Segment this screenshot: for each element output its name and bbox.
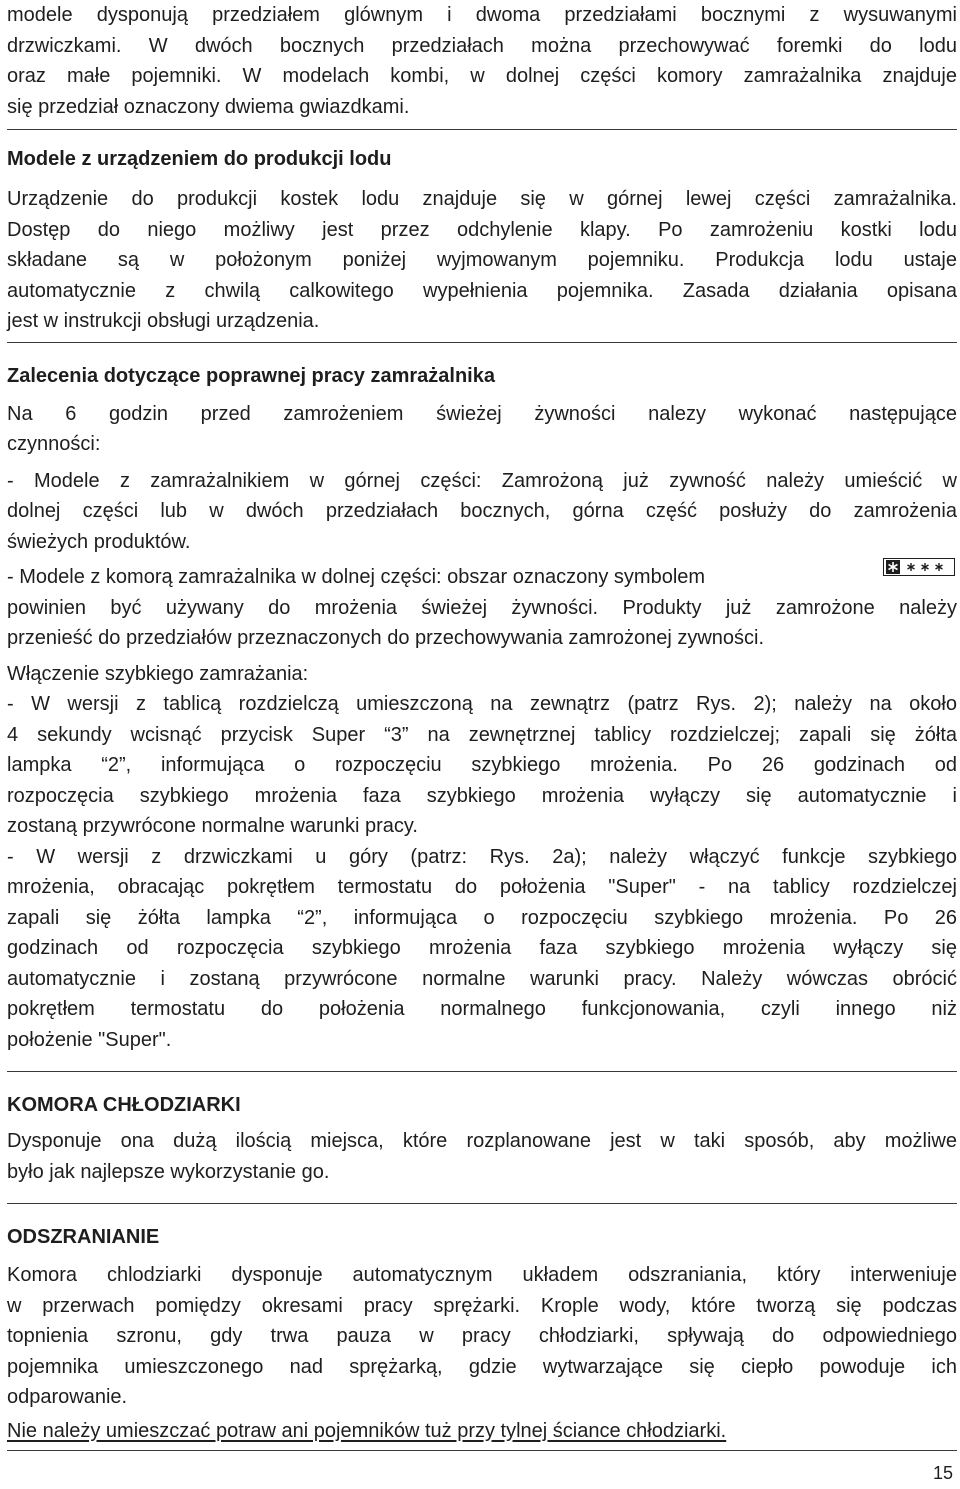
freezer-section bbox=[7, 343, 957, 1056]
text-line: - Modele z komorą zamrażalnika w dolnej części: obszar oznaczony symbolem bbox=[7, 566, 706, 588]
ice-maker-section bbox=[7, 130, 957, 337]
section-divider bbox=[7, 1450, 957, 1451]
text-line: świeżych produktów. bbox=[7, 530, 191, 553]
text-line: - Modele z zamrażalnikiem w górnej części: Zamrożoną już zywność należy umieścić w bbox=[7, 469, 957, 492]
text-line: czynności: bbox=[7, 433, 101, 455]
text-line: przenieść do przedziałów przeznaczonych do przechowywania zamrożonej zywności. bbox=[7, 627, 765, 649]
text-line: powinien być używany do mrożenia świeżej żywności. Produkty już zamrożone należy bbox=[7, 596, 957, 619]
document-page bbox=[7, 0, 957, 1451]
defrost-section bbox=[7, 1204, 957, 1446]
section-heading: KOMORA CHŁODZIARKI bbox=[7, 1094, 241, 1116]
text-line: pokrętłem termostatu do położenia normalnego funkcjonowania, czyli innego niż bbox=[7, 998, 957, 1020]
text-line: Dostęp do niego możliwy jest przez odchylenie klapy. Po zamrożeniu kostki lodu bbox=[7, 218, 957, 241]
text-line: zostaną przywrócone normalne warunki pracy. bbox=[7, 815, 418, 837]
text-line: Dysponuje ona dużą ilością miejsca, które rozplanowane jest w taki sposób, aby możliwe bbox=[7, 1130, 957, 1152]
text-line: jest w instrukcji obsługi urządzenia. bbox=[7, 310, 320, 332]
text-line: godzinach od rozpoczęcia szybkiego mrożenia faza szybkiego mrożenia wyłączy się bbox=[7, 937, 957, 959]
section-heading: Modele z urządzeniem do produkcji lodu bbox=[7, 148, 392, 170]
text-line: mrożenia, obracając pokrętłem termostatu do położenia "Super" - na tablicy rozdzielczej bbox=[7, 876, 957, 898]
text-line: topnienia szronu, gdy trwa pauza w pracy chłodziarki, spływają do odpowiedniego bbox=[7, 1325, 957, 1347]
text-line: - W wersji z drzwiczkami u góry (patrz: Rys. 2a); należy włączyć funkcje szybkiego bbox=[7, 845, 957, 868]
text-line: - W wersji z tablicą rozdzielczą umieszczoną na zewnątrz (patrz Rys. 2); należy na około bbox=[7, 693, 957, 715]
text-line: zapali się żółta lampka “2”, informująca o rozpoczęciu szybkiego mrożenia. Po 26 bbox=[7, 906, 957, 929]
text-line: Na 6 godzin przed zamrożeniem świeżej żywności nalezy wykonać następujące bbox=[7, 402, 957, 425]
text-line: w przerwach pomiędzy okresami pracy sprężarki. Krople wody, które tworzą się podczas bbox=[7, 1294, 957, 1317]
text-line: rozpoczęcia szybkiego mrożenia faza szybkiego mrożenia wyłączy się automatycznie i bbox=[7, 784, 957, 807]
text-line: automatycznie i zostaną przywrócone normalne warunki pracy. Należy wówczas obrócić bbox=[7, 967, 957, 990]
text-line: Urządzenie do produkcji kostek lodu znajduje się w górnej lewej części zamrażalnika. bbox=[7, 188, 957, 210]
text-line: drzwiczkami. W dwóch bocznych przedziałach można przechowywać foremki do lodu bbox=[7, 34, 957, 57]
text-line: lampka “2”, informująca o rozpoczęciu szybkiego mrożenia. Po 26 godzinach od bbox=[7, 754, 957, 776]
text-line: Włączenie szybkiego zamrażania: bbox=[7, 662, 309, 685]
four-star-freezer-icon bbox=[883, 558, 955, 576]
page-number: 15 bbox=[932, 1463, 953, 1483]
section-heading: Zalecenia dotyczące poprawnej pracy zamrażalnika bbox=[7, 364, 495, 387]
text-line: pojemnika umieszczonego nad sprężarką, gdzie wytwarzające się ciepło powoduje ich bbox=[7, 1355, 957, 1378]
text-line: Komora chlodziarki dysponuje automatycznym układem odszraniania, który interweniuje bbox=[7, 1264, 957, 1286]
text-line: składane są w położonym poniżej wyjmowanym pojemniku. Produkcja lodu ustaje bbox=[7, 249, 957, 271]
fridge-section bbox=[7, 1072, 957, 1187]
section-heading: ODSZRANIANIE bbox=[7, 1226, 160, 1248]
text-line: położenie "Super". bbox=[7, 1028, 172, 1051]
text-line: się przedział oznaczony dwiema gwiazdkami. bbox=[7, 95, 410, 118]
text-line: oraz małe pojemniki. W modelach kombi, w dolnej części komory zamrażalnika znajduje bbox=[7, 65, 957, 87]
warning-note: Nie należy umieszczać potraw ani pojemników tuż przy tylnej ściance chłodziarki. bbox=[7, 1419, 727, 1442]
text-line: 4 sekundy wcisnąć przycisk Super “3” na zewnętrznej tablicy rozdzielczej; zapali się żółta bbox=[7, 723, 957, 746]
intro-paragraph bbox=[7, 0, 957, 122]
text-line: odparowanie. bbox=[7, 1386, 128, 1408]
text-line: modele dysponują przedziałem glównym i dwoma przedziałami bocznymi z wysuwanymi bbox=[7, 4, 957, 26]
text-line: automatycznie z chwilą calkowitego wypełnienia pojemnika. Zasada działania opisana bbox=[7, 279, 957, 302]
symbol-line bbox=[7, 562, 957, 593]
text-line: było jak najlepsze wykorzystanie go. bbox=[7, 1160, 330, 1183]
text-line: dolnej części lub w dwóch przedziałach bocznych, górna część posłuży do zamrożenia bbox=[7, 500, 957, 522]
